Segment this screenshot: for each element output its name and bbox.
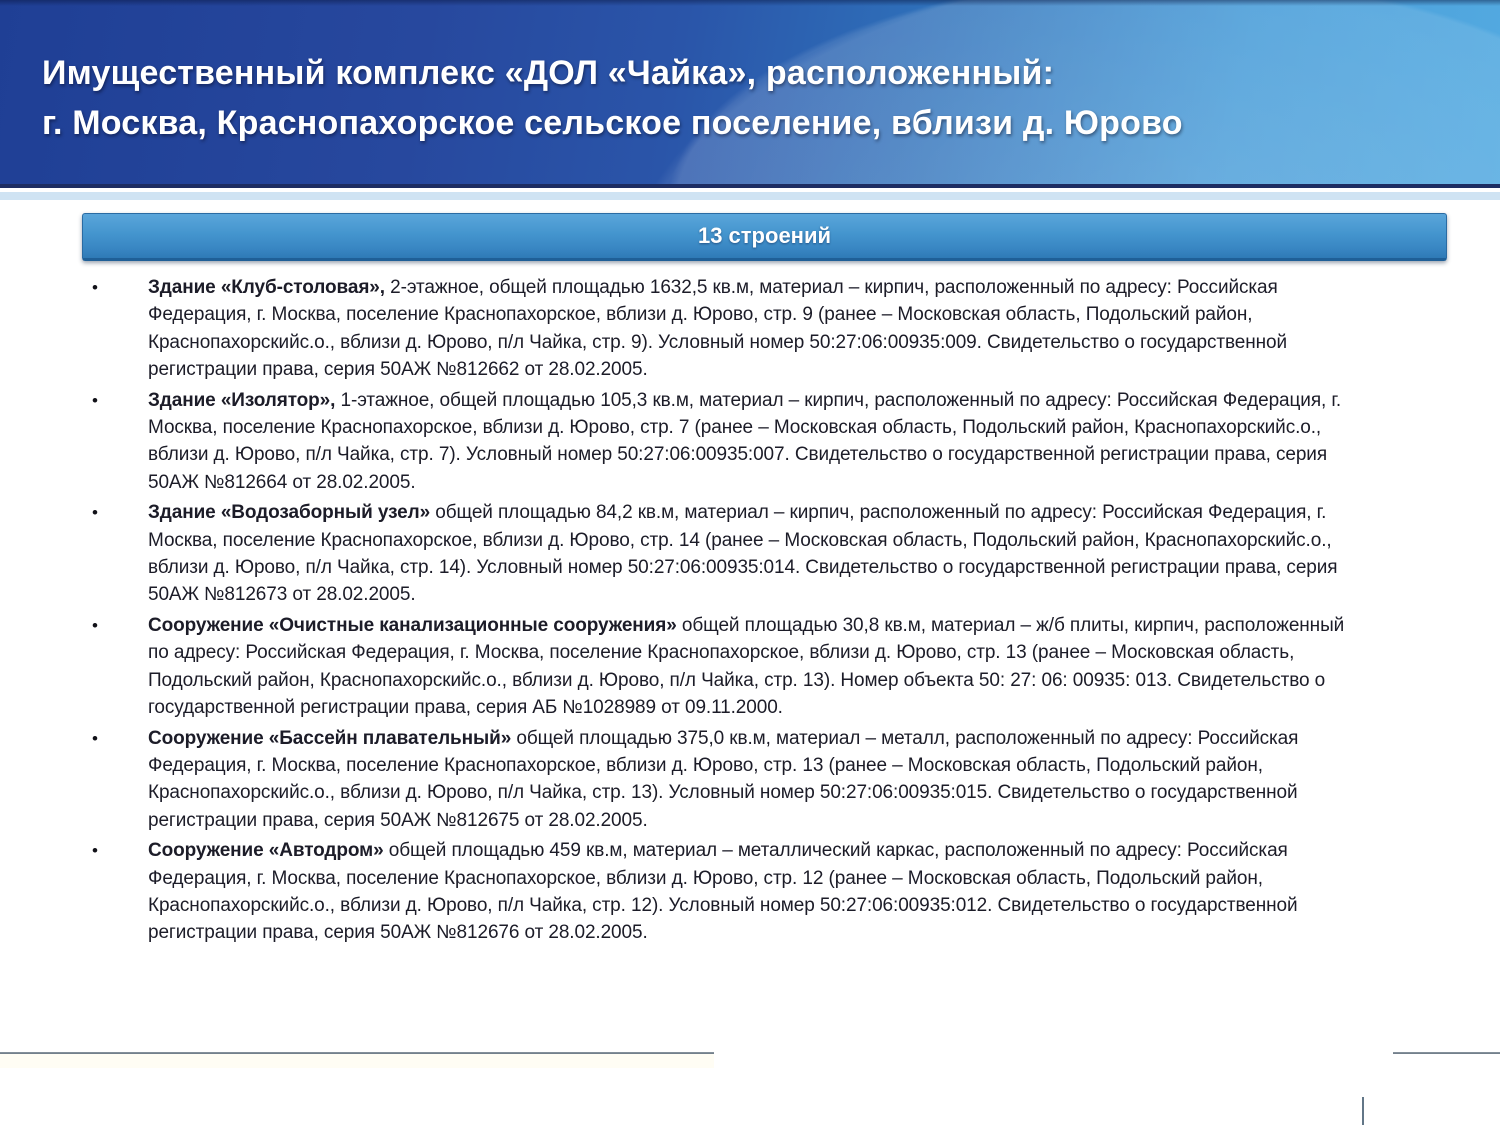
building-details: 1-этажное, общей площадью 105,3 кв.м, материал – кирпич, расположенный по адресу: Российская Федерация, г. Москва, поселение Краснопахорское, вблизи д. Юрово, стр. 7 (ранее – Московская область, Подольский район, Краснопахорскийс.о., вблизи д. Юрово, п/л Чайка, стр. 7). Условный номер 50:27:06:00935:007. Свидетельство о государственной регистрации права, серия 50АЖ №812664 от 28.02.2005. (148, 389, 1342, 493)
header-underline (0, 192, 1500, 200)
building-name: Сооружение «Бассейн плавательный» (148, 727, 512, 749)
bullet-icon: • (92, 503, 98, 523)
building-details: общей площадью 375,0 кв.м, материал – металл, расположенный по адресу: Российская Федерация, г. Москва, поселение Краснопахорское, вблизи д. Юрово, стр. 13 (ранее – Московская область, Подольский район, Краснопахорскийс.о., вблизи д. Юрово, п/л Чайка, стр. 13). Условный номер 50:27:06:00935:015. Свидетельство о государственной регистрации права, серия 50АЖ №812675 от 28.02.2005. (148, 727, 1299, 831)
building-name: Здание «Клуб-столовая», (148, 277, 385, 298)
list-item (82, 725, 1362, 835)
bullet-icon: • (92, 390, 98, 410)
buildings-count-banner (82, 213, 1447, 261)
footer-strip (0, 1054, 714, 1068)
bullet-icon: • (92, 615, 98, 635)
footer-rule-right (1393, 1052, 1500, 1054)
footer-cursor-tick (1362, 1097, 1364, 1125)
building-details: общей площадью 30,8 кв.м, материал – ж/б плиты, кирпич, расположенный по адресу: Российская Федерация, г. Москва, поселение Краснопахорское, вблизи д. Юрово, стр. 13 (ранее – Московская область, Подольский район, Краснопахорскийс.о., вблизи д. Юрово, п/л Чайка, стр. 13). Номер объекта 50: 27: 06: 00935: 013. Свидетельство о государственной регистрации права, серия АБ №1028989 от 09.11.2000. (148, 614, 1345, 719)
building-details: общей площадью 459 кв.м, материал – металлический каркас, расположенный по адресу: Российская Федерация, г. Москва, поселение Краснопахорское, вблизи д. Юрово, стр. 12 (ранее – Московская область, Подольский район, Краснопахорскийс.о., вблизи д. Юрово, п/л Чайка, стр. 12). Условный номер 50:27:06:00935:012. Свидетельство о государственной регистрации права, серия 50АЖ №812676 от 28.02.2005. (148, 840, 1298, 944)
list-item (82, 499, 1362, 609)
list-item (82, 612, 1362, 722)
slide-title-line2: г. Москва, Краснопахорское сельское поселение, вблизи д. Юрово (42, 104, 1183, 142)
list-item (82, 387, 1362, 497)
bullet-icon: • (92, 841, 98, 861)
building-name: Сооружение «Очистные канализационные сооружения» (148, 614, 677, 636)
buildings-count-label: 13 строений (697, 223, 832, 248)
list-item (82, 274, 1362, 384)
building-name: Сооружение «Автодром» (148, 840, 384, 862)
buildings-list (82, 274, 1430, 950)
building-details: 2-этажное, общей площадью 1632,5 кв.м, материал – кирпич, расположенный по адресу: Российская Федерация, г. Москва, поселение Краснопахорское, вблизи д. Юрово, стр. 9 (ранее – Московская область, Подольский район, Краснопахорскийс.о., вблизи д. Юрово, п/л Чайка, стр. 9). Условный номер 50:27:06:00935:009. Свидетельство о государственной регистрации права, серия 50АЖ №812662 от 28.02.2005. (148, 277, 1288, 381)
building-details: общей площадью 84,2 кв.м, материал – кирпич, расположенный по адресу: Российская Федерация, г. Москва, поселение Краснопахорское, вблизи д. Юрово, стр. 14 (ранее – Московская область, Подольский район, Краснопахорскийс.о., вблизи д. Юрово, п/л Чайка, стр. 14). Условный номер 50:27:06:00935:014. Свидетельство о государственной регистрации права, серия 50АЖ №812673 от 28.02.2005. (148, 502, 1338, 606)
slide-title-line1: Имущественный комплекс «ДОЛ «Чайка», расположенный: (42, 54, 1055, 92)
bullet-icon: • (92, 278, 98, 297)
building-name: Здание «Изолятор», (148, 389, 336, 411)
header-banner (0, 0, 1500, 188)
bullet-icon: • (92, 728, 98, 748)
list-item (82, 837, 1362, 947)
slide-title (42, 48, 1472, 148)
building-name: Здание «Водозаборный узел» (148, 502, 431, 524)
